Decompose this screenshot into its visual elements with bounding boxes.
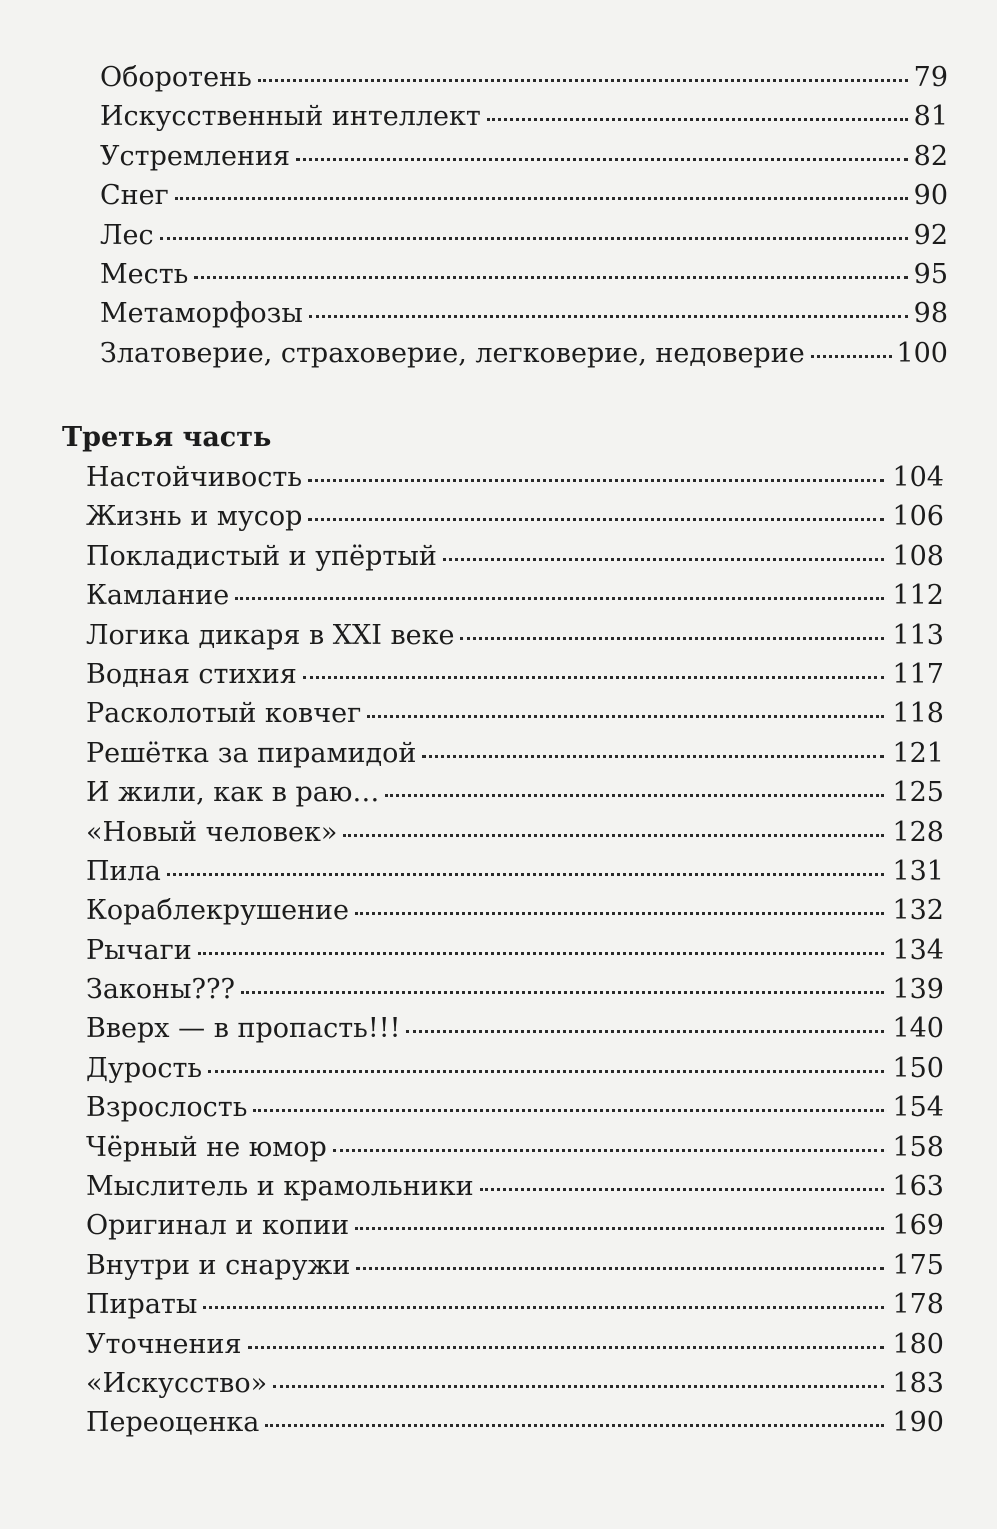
toc-entry-page-number: 190 — [892, 1407, 944, 1439]
toc-entry-page-number: 139 — [892, 974, 944, 1006]
toc-entry — [86, 1206, 944, 1245]
part-three-section — [62, 418, 944, 1443]
toc-entry-title: Кораблекрушение — [86, 895, 350, 927]
toc-entry — [86, 1049, 944, 1088]
dot-leader — [198, 952, 884, 955]
toc-entry-page-number: 175 — [892, 1249, 944, 1281]
toc-entry-title: И жили, как в раю… — [86, 777, 380, 809]
dot-leader — [422, 755, 884, 758]
toc-entry — [86, 1285, 944, 1324]
toc-entry-page-number: 100 — [896, 337, 948, 369]
dot-leader — [296, 158, 908, 161]
dot-leader — [303, 676, 884, 679]
toc-entry-page-number: 150 — [892, 1052, 944, 1084]
toc-entry-title: Метаморфозы — [100, 298, 303, 330]
toc-entry-title: Водная стихия — [86, 658, 297, 690]
dot-leader — [235, 597, 884, 600]
toc-entry — [86, 497, 944, 536]
toc-entry-page-number: 125 — [892, 777, 944, 809]
toc-entry — [100, 97, 948, 136]
toc-entry-title: «Искусство» — [86, 1367, 268, 1399]
toc-entry-title: Решётка за пирамидой — [86, 737, 417, 769]
toc-continued-list — [100, 58, 948, 373]
toc-entry-page-number: 183 — [892, 1367, 944, 1399]
dot-leader — [487, 118, 908, 121]
dot-leader — [241, 991, 884, 994]
toc-entry-title: Взрослость — [86, 1092, 248, 1124]
toc-entry-page-number: 81 — [913, 101, 948, 133]
dot-leader — [480, 1188, 884, 1191]
toc-entry — [100, 58, 948, 97]
toc-entry-title: Покладистый и упёртый — [86, 540, 437, 572]
dot-leader — [160, 237, 908, 240]
toc-entry — [86, 1325, 944, 1364]
toc-entry-title: Расколотый ковчег — [86, 698, 362, 730]
dot-leader — [343, 834, 884, 837]
dot-leader — [308, 518, 884, 521]
toc-entry-page-number: 82 — [913, 140, 948, 172]
toc-entry-page-number: 79 — [913, 62, 948, 93]
dot-leader — [356, 1267, 884, 1270]
toc-entry-page-number: 106 — [892, 501, 944, 533]
dot-leader — [194, 276, 908, 279]
toc-entry-title: Месть — [100, 258, 189, 290]
dot-leader — [355, 1227, 884, 1230]
dot-leader — [333, 1149, 884, 1152]
toc-entry — [86, 694, 944, 733]
toc-entry — [100, 216, 948, 255]
toc-entry-title: Переоценка — [86, 1407, 260, 1439]
toc-entry — [86, 852, 944, 891]
toc-entry — [100, 294, 948, 333]
part-three-title: Третья часть — [62, 422, 272, 453]
toc-entry-title: Уточнения — [86, 1328, 242, 1360]
toc-entry — [86, 576, 944, 615]
toc-continued-section — [100, 58, 948, 373]
dot-leader — [175, 197, 908, 200]
dot-leader — [406, 1030, 884, 1033]
part-three-list — [62, 458, 944, 1443]
dot-leader — [309, 315, 908, 318]
toc-entry — [86, 1167, 944, 1206]
dot-leader — [308, 479, 884, 482]
toc-entry-page-number: 158 — [892, 1131, 944, 1163]
toc-entry-page-number: 104 — [892, 462, 944, 493]
toc-entry — [86, 1364, 944, 1403]
toc-entry-title: Внутри и снаружи — [86, 1249, 351, 1281]
toc-entry-page-number: 134 — [892, 934, 944, 966]
toc-entry-title: Дурость — [86, 1052, 203, 1084]
toc-entry-page-number: 90 — [913, 180, 948, 212]
toc-entry — [86, 891, 944, 930]
toc-entry-title: Пираты — [86, 1289, 198, 1321]
toc-entry — [86, 1403, 944, 1442]
toc-entry — [86, 655, 944, 694]
toc-entry-title: Устремления — [100, 140, 290, 172]
toc-entry-title: Настойчивость — [86, 462, 303, 493]
dot-leader — [355, 912, 884, 915]
toc-entry-title: Златоверие, страховерие, легковерие, недоверие — [100, 337, 805, 369]
toc-entry — [86, 1128, 944, 1167]
toc-entry-title: Чёрный не юмор — [86, 1131, 327, 1163]
toc-entry — [100, 334, 948, 373]
dot-leader — [167, 873, 884, 876]
toc-entry-page-number: 113 — [892, 619, 944, 651]
toc-entry-page-number: 178 — [892, 1289, 944, 1321]
toc-entry-title: Оборотень — [100, 62, 252, 93]
dot-leader — [253, 1109, 884, 1112]
dot-leader — [811, 355, 893, 358]
toc-entry — [86, 1088, 944, 1127]
toc-entry-title: «Новый человек» — [86, 816, 338, 848]
toc-entry-page-number: 154 — [892, 1092, 944, 1124]
dot-leader — [248, 1346, 884, 1349]
toc-entry-page-number: 128 — [892, 816, 944, 848]
toc-entry-title: Пила — [86, 855, 161, 887]
dot-leader — [443, 558, 884, 561]
toc-entry-page-number: 117 — [892, 658, 944, 690]
toc-entry — [86, 773, 944, 812]
toc-entry-page-number: 98 — [913, 298, 948, 330]
toc-entry — [86, 970, 944, 1009]
toc-entry-page-number: 132 — [892, 895, 944, 927]
dot-leader — [367, 715, 884, 718]
toc-entry-page-number: 140 — [892, 1013, 944, 1045]
toc-entry-title: Мыслитель и крамольники — [86, 1171, 474, 1203]
toc-entry-title: Рычаги — [86, 934, 192, 966]
dot-leader — [273, 1385, 884, 1388]
toc-entry-title: Жизнь и мусор — [86, 501, 303, 533]
dot-leader — [460, 637, 884, 640]
toc-entry-page-number: 112 — [892, 580, 944, 612]
toc-entry-title: Снег — [100, 180, 169, 212]
toc-entry — [86, 537, 944, 576]
toc-entry-title: Лес — [100, 219, 154, 251]
toc-entry — [100, 176, 948, 215]
toc-entry-page-number: 95 — [913, 258, 948, 290]
toc-entry — [86, 616, 944, 655]
toc-entry-page-number: 118 — [892, 698, 944, 730]
toc-entry-title: Вверх — в пропасть!!! — [86, 1013, 401, 1045]
toc-entry-title: Логика дикаря в XXI веке — [86, 619, 455, 651]
toc-entry-page-number: 108 — [892, 540, 944, 572]
dot-leader — [208, 1070, 884, 1073]
toc-entry — [86, 931, 944, 970]
toc-entry-page-number: 92 — [913, 219, 948, 251]
dot-leader — [265, 1424, 884, 1427]
toc-entry — [86, 813, 944, 852]
toc-entry-title: Камлание — [86, 580, 230, 612]
toc-entry-title: Законы??? — [86, 974, 235, 1006]
toc-entry-title: Искусственный интеллект — [100, 101, 481, 133]
toc-entry-page-number: 169 — [892, 1210, 944, 1242]
dot-leader — [258, 79, 908, 82]
toc-entry — [86, 458, 944, 497]
toc-entry-page-number: 163 — [892, 1171, 944, 1203]
toc-entry-page-number: 121 — [892, 737, 944, 769]
toc-entry — [100, 137, 948, 176]
toc-entry-page-number: 131 — [892, 855, 944, 887]
toc-entry — [86, 1009, 944, 1048]
toc-entry-page-number: 180 — [892, 1328, 944, 1360]
toc-entry — [100, 255, 948, 294]
dot-leader — [385, 794, 884, 797]
toc-entry — [86, 734, 944, 773]
toc-entry — [86, 1246, 944, 1285]
toc-entry-title: Оригинал и копии — [86, 1210, 350, 1242]
dot-leader — [203, 1306, 884, 1309]
